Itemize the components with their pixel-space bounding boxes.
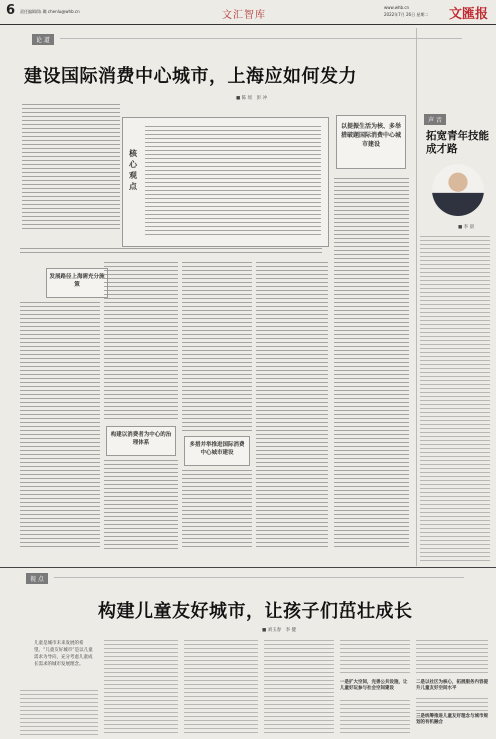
article2-col2-text bbox=[104, 640, 178, 736]
page-number: 6 bbox=[6, 3, 16, 18]
subhead-box-3 bbox=[184, 436, 250, 466]
article2-col4-text bbox=[264, 640, 334, 736]
column-2-text-top bbox=[104, 262, 178, 422]
column-3-text-top bbox=[182, 262, 252, 432]
article2-col5-text-bottom bbox=[340, 700, 410, 736]
pullquote-box bbox=[336, 115, 406, 169]
article2-col3-text bbox=[184, 640, 258, 736]
article1-tag: 论 道 bbox=[32, 34, 54, 45]
article2-title: 构建儿童友好城市，让孩子们茁壮成长 bbox=[98, 601, 413, 622]
page-header bbox=[0, 0, 496, 25]
column-3-text-bottom bbox=[182, 470, 252, 550]
section-divider bbox=[0, 567, 496, 568]
tag-rule-2 bbox=[54, 577, 464, 578]
subhead-box-2 bbox=[106, 426, 176, 456]
article2-intro: 儿童是城市未来发展的希望。“儿童友好城市”是以儿童需求为导向，充分考虑儿童成长需求的城市发展理念。 bbox=[34, 641, 93, 667]
column-2-text-bottom bbox=[104, 460, 178, 550]
paper-info: 责任编辑/陈 璐 chenlu@whb.cn bbox=[20, 9, 80, 14]
article2-col1-text bbox=[20, 690, 98, 736]
tag-rule bbox=[60, 38, 462, 39]
sidebar-author: ■ 李 晨 bbox=[458, 225, 475, 230]
column-4-text bbox=[256, 262, 328, 550]
article2-subhead-3: 三是统筹推进儿童友好理念与城市规划的有机融合 bbox=[416, 714, 488, 725]
sidebar-title: 拓宽青年技能成才路 bbox=[426, 130, 489, 155]
article2-col5-text-top bbox=[340, 640, 410, 676]
article2-col6-text-mid bbox=[416, 698, 488, 712]
intro-text-block bbox=[22, 104, 120, 232]
subhead-1: 发展路径上海需充分施策 bbox=[49, 274, 105, 288]
site-url: www.whb.cn bbox=[384, 5, 410, 10]
article2-col6-text-top bbox=[416, 640, 488, 676]
article2-subhead-2: 二是以社区为核心，拓展服务内容提升儿童友好空间水平 bbox=[416, 680, 488, 691]
newspaper-logo: 文匯报 bbox=[448, 7, 488, 22]
core-viewpoint-label: 核心观点 bbox=[129, 149, 137, 191]
core-viewpoint-box bbox=[122, 117, 329, 247]
subhead-3: 多措并举推进国际消费中心城市建设 bbox=[189, 442, 245, 456]
body-text-row bbox=[20, 248, 322, 256]
subhead-box-1 bbox=[46, 268, 108, 298]
issue-date: 2022年7月 26日 星期二 bbox=[384, 12, 429, 17]
author-photo bbox=[432, 164, 484, 216]
sidebar-tag: 声 音 bbox=[424, 114, 446, 125]
column-right-text bbox=[334, 178, 409, 548]
section-title: 文汇智库 bbox=[222, 10, 266, 21]
column-1-text bbox=[20, 302, 100, 550]
pullquote-text: 以提振生活为核、多举措破题国际消费中心城市建设 bbox=[341, 123, 402, 148]
subhead-2: 构建以消费者为中心的治理体系 bbox=[110, 432, 172, 446]
article2-byline: ■ 刘玉春 李 健 bbox=[262, 628, 297, 633]
core-viewpoint-text bbox=[145, 126, 321, 236]
article2-tag: 视 点 bbox=[26, 573, 48, 584]
sidebar-text bbox=[420, 236, 490, 562]
article1-byline: ■ 陈 瑶 彭 冲 bbox=[236, 96, 268, 101]
article1-title: 建设国际消费中心城市，上海应如何发力 bbox=[24, 66, 357, 87]
sidebar-divider bbox=[416, 28, 417, 566]
article2-subhead-1: 一是扩大空间，完善公共设施，让儿童好玩参与社会空间建设 bbox=[340, 680, 408, 691]
